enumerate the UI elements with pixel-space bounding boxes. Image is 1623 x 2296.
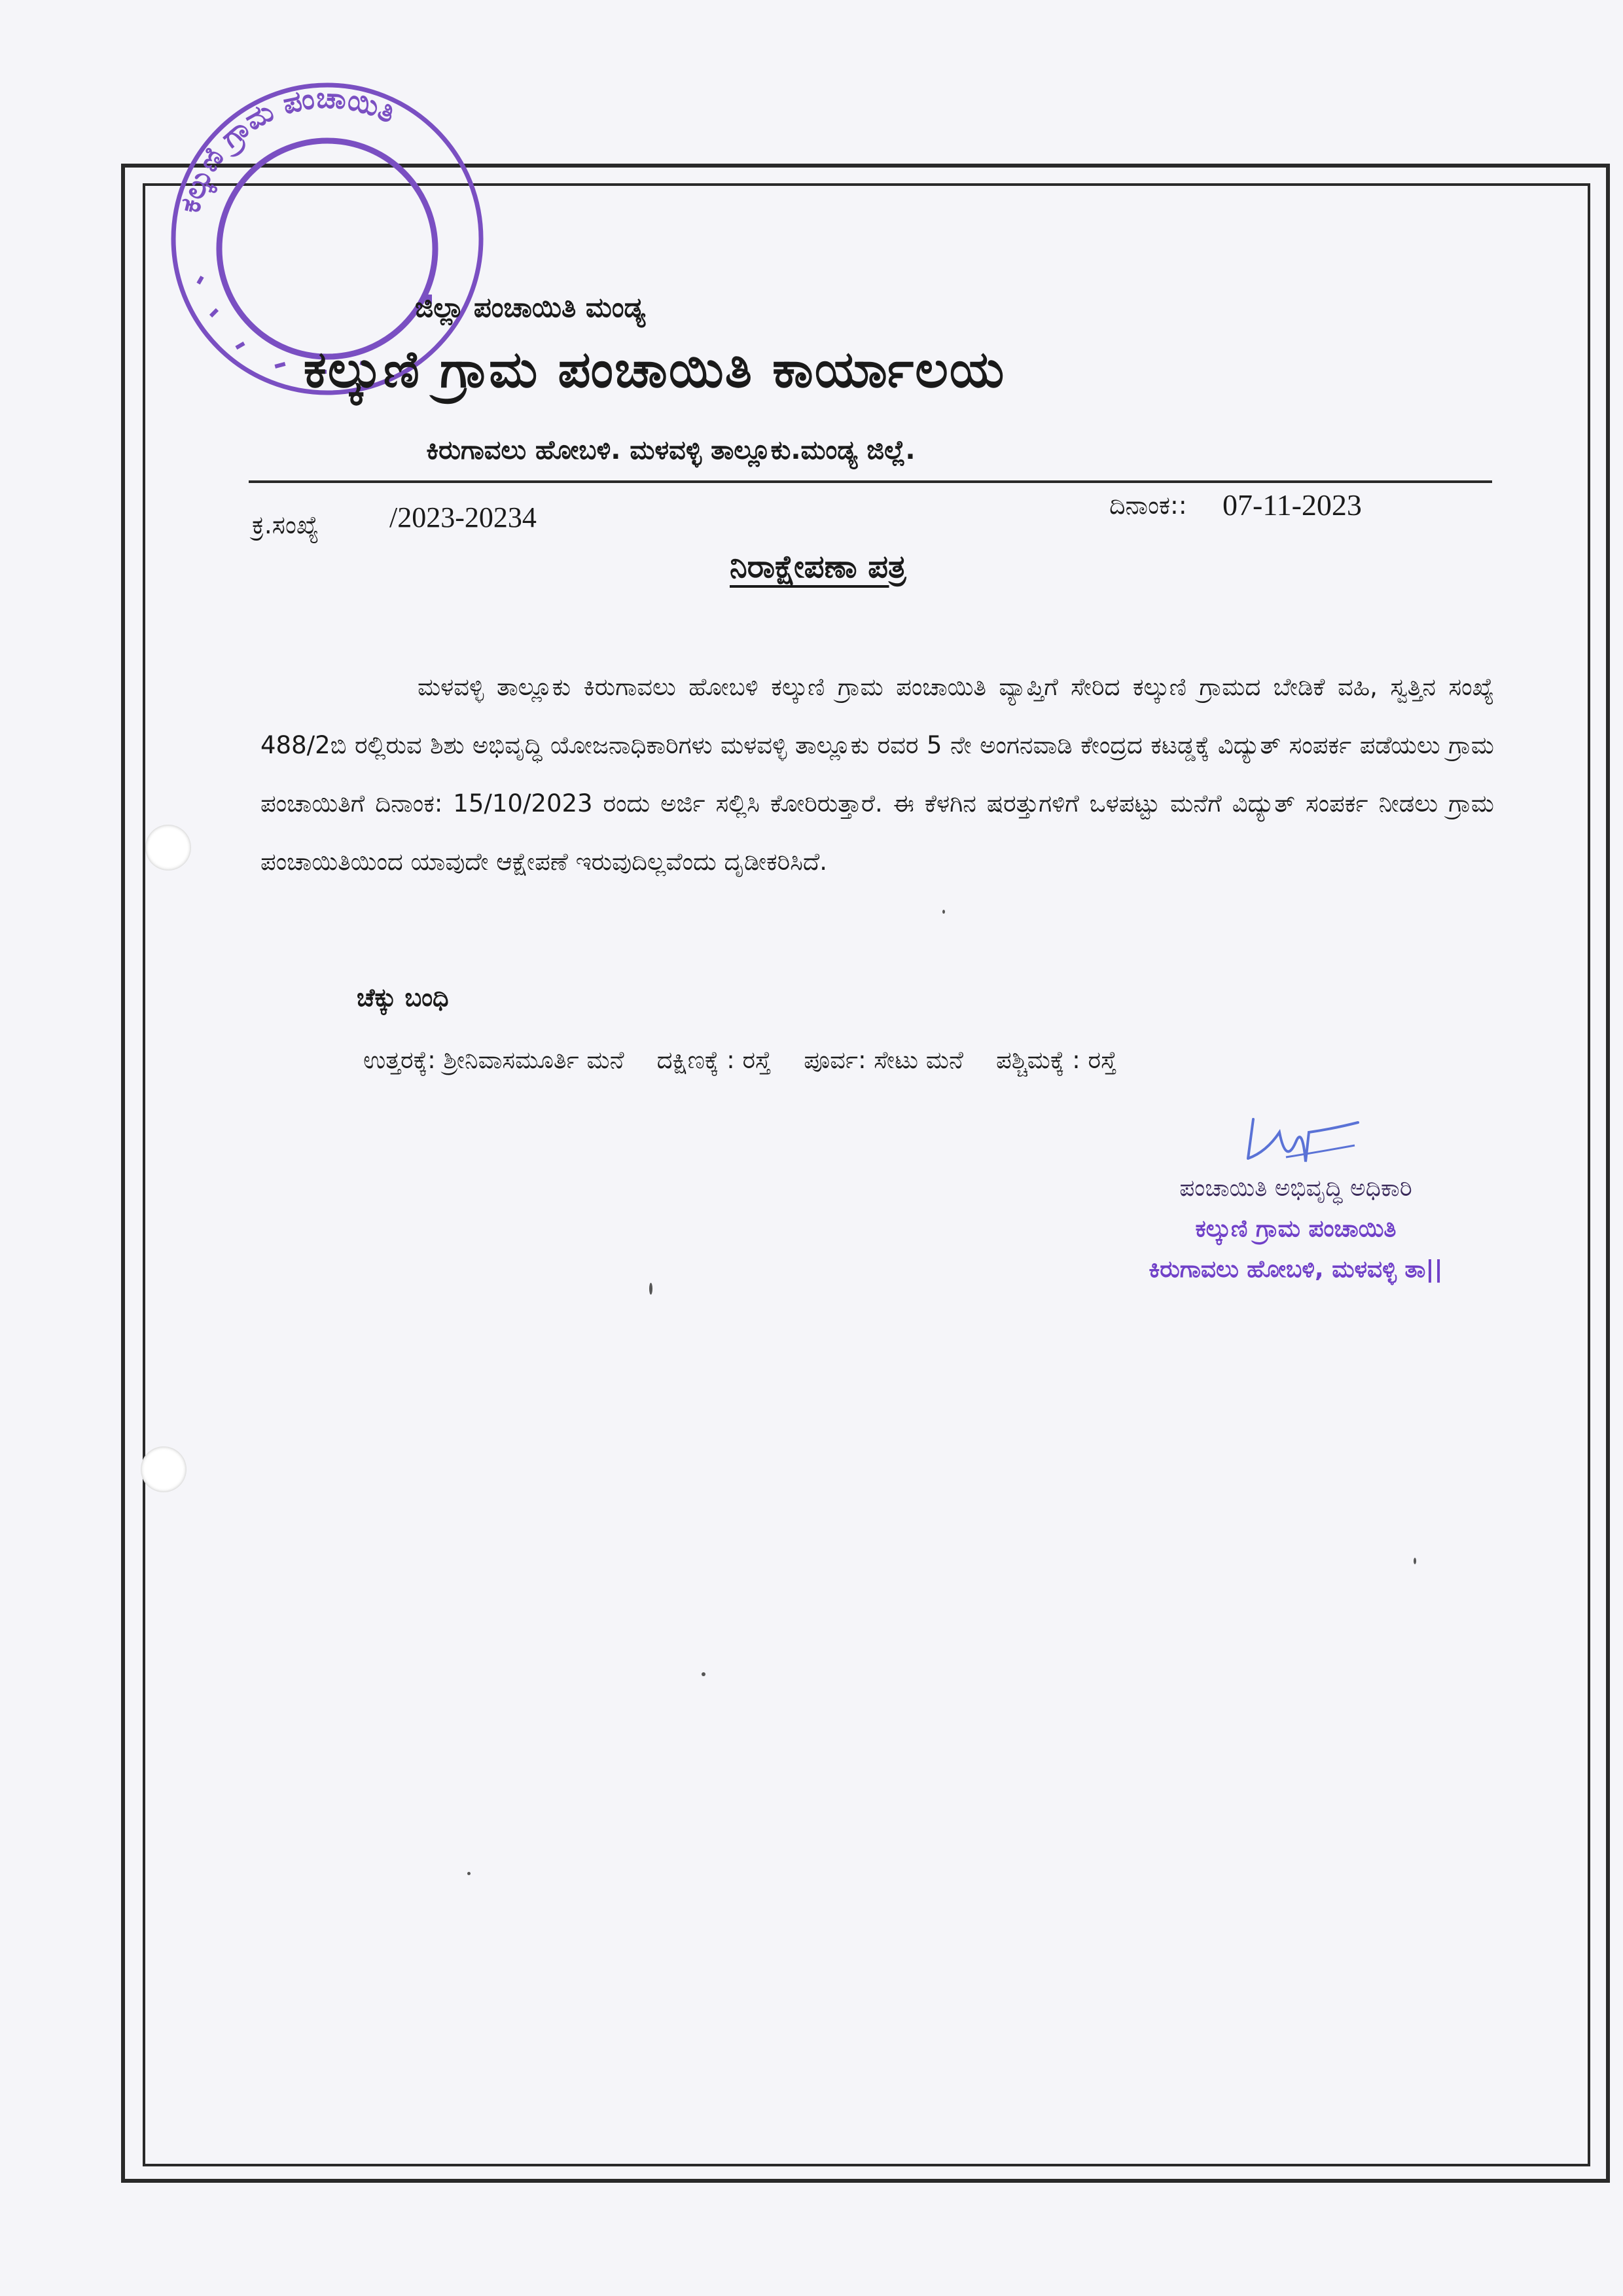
signatory-block <box>1106 1168 1486 1290</box>
office-heading: ಕಲ್ಕುಣಿ ಗ್ರಾಮ ಪಂಚಾಯಿತಿ ಕಾರ್ಯಾಲಯ <box>303 340 1006 399</box>
punch-hole-bottom <box>141 1446 187 1492</box>
scan-speck <box>1414 1558 1416 1564</box>
office-address: ಕಿರುಗಾವಲು ಹೋಬಳಿ. ಮಳವಳ್ಳಿ ತಾಲ್ಲೂಕು.ಮಂಡ್ಯ ಜಿಲ್ಲೆ. <box>426 435 916 465</box>
certificate-body: ಮಳವಳ್ಳಿ ತಾಲ್ಲೂಕು ಕಿರುಗಾವಲು ಹೋಬಳಿ ಕಲ್ಕುಣಿ ಗ್ರಾಮ ಪಂಚಾಯಿತಿ ವ್ಯಾಪ್ತಿಗೆ ಸೇರಿದ ಕಲ್ಕುಣಿ ಗ್ರಾಮದ ಬೇಡಿಕೆ ವಹಿ, ಸ್ವತ್ತಿನ ಸಂಖ್ಯೆ 488/2ಬಿ ರಲ್ಲಿರುವ ಶಿಶು ಅಭಿವೃದ್ಧಿ ಯೋಜನಾಧಿಕಾರಿಗಳು ಮಳವಳ್ಳಿ ತಾಲ್ಲೂಕು ರವರ 5 ನೇ ಅಂಗನವಾಡಿ ಕೇಂದ್ರದ ಕಟಡ್ಡಕ್ಕೆ ವಿದ್ಯುತ್ ಸಂಪರ್ಕ ಪಡೆಯಲು ಗ್ರಾಮ ಪಂಚಾಯಿತಿಗೆ ದಿನಾಂಕ: 15/10/2023 ರಂದು ಅರ್ಜಿ ಸಲ್ಲಿಸಿ ಕೋರಿರುತ್ತಾರೆ. ಈ ಕೆಳಗಿನ ಷರತ್ತುಗಳಿಗೆ ಒಳಪಟ್ಟು ಮನೆಗೆ ವಿದ್ಯುತ್ ಸಂಪರ್ಕ ನೀಡಲು ಗ್ರಾಮ ಪಂಚಾಯಿತಿಯಿಂದ ಯಾವುದೇ ಆಕ್ಷೇಪಣೆ ಇರುವುದಿಲ್ಲವೆಂದು ದೃಡೀಕರಿಸಿದೆ. <box>260 673 1494 876</box>
boundary-north: ಉತ್ತರಕ್ಕೆ: ಶ್ರೀನಿವಾಸಮೂರ್ತಿ ಮನೆ <box>363 1046 624 1074</box>
boundary-south: ದಕ್ಷಿಣಕ್ಕೆ : ರಸ್ತೆ <box>656 1046 772 1074</box>
district-heading: ಜಿಲ್ಲಾ ಪಂಚಾಯಿತಿ ಮಂಡ್ಯ <box>414 291 645 323</box>
boundary-west: ಪಶ್ಚಿಮಕ್ಕೆ : ರಸ್ತೆ <box>996 1046 1117 1074</box>
scan-speck <box>649 1283 652 1295</box>
signatory-office: ಕಲ್ಕುಣಿ ಗ್ರಾಮ ಪಂಚಾಯಿತಿ <box>1195 1215 1397 1242</box>
header-divider <box>249 480 1492 483</box>
reference-number: /2023-20234 <box>389 501 537 533</box>
boundaries-row <box>363 1046 1149 1075</box>
boundary-east: ಪೂರ್ವ: ಸೇಟು ಮನೆ <box>804 1046 964 1074</box>
reference-number-label: ಕ್ರ.ಸಂಖ್ಯೆ <box>252 511 319 539</box>
date-label: ದಿನಾಂಕ:: <box>1109 491 1187 520</box>
date-value: 07-11-2023 <box>1222 488 1362 522</box>
seal-text: ಕಲ್ಕುಣಿ ಗ್ರಾಮ ಪಂಚಾಯಿತಿ <box>173 81 401 217</box>
handwritten-signature <box>1240 1106 1371 1178</box>
scan-speck <box>942 910 945 914</box>
boundaries-heading: ಚೆಕ್ಕು ಬಂಧಿ <box>357 983 449 1012</box>
punch-hole-top <box>145 825 191 870</box>
scan-speck <box>702 1672 705 1676</box>
signatory-designation: ಪಂಚಾಯಿತಿ ಅಭಿವೃದ್ಧಿ ಅಧಿಕಾರಿ <box>1179 1175 1412 1202</box>
document-title: ನಿರಾಕ್ಷೇಪಣಾ ಪತ್ರ <box>730 548 906 585</box>
signatory-location: ಕಿರುಗಾವಲು ಹೋಬಳಿ, ಮಳವಳ್ಳಿ ತಾ|| <box>1149 1256 1443 1283</box>
scan-speck <box>467 1872 471 1875</box>
